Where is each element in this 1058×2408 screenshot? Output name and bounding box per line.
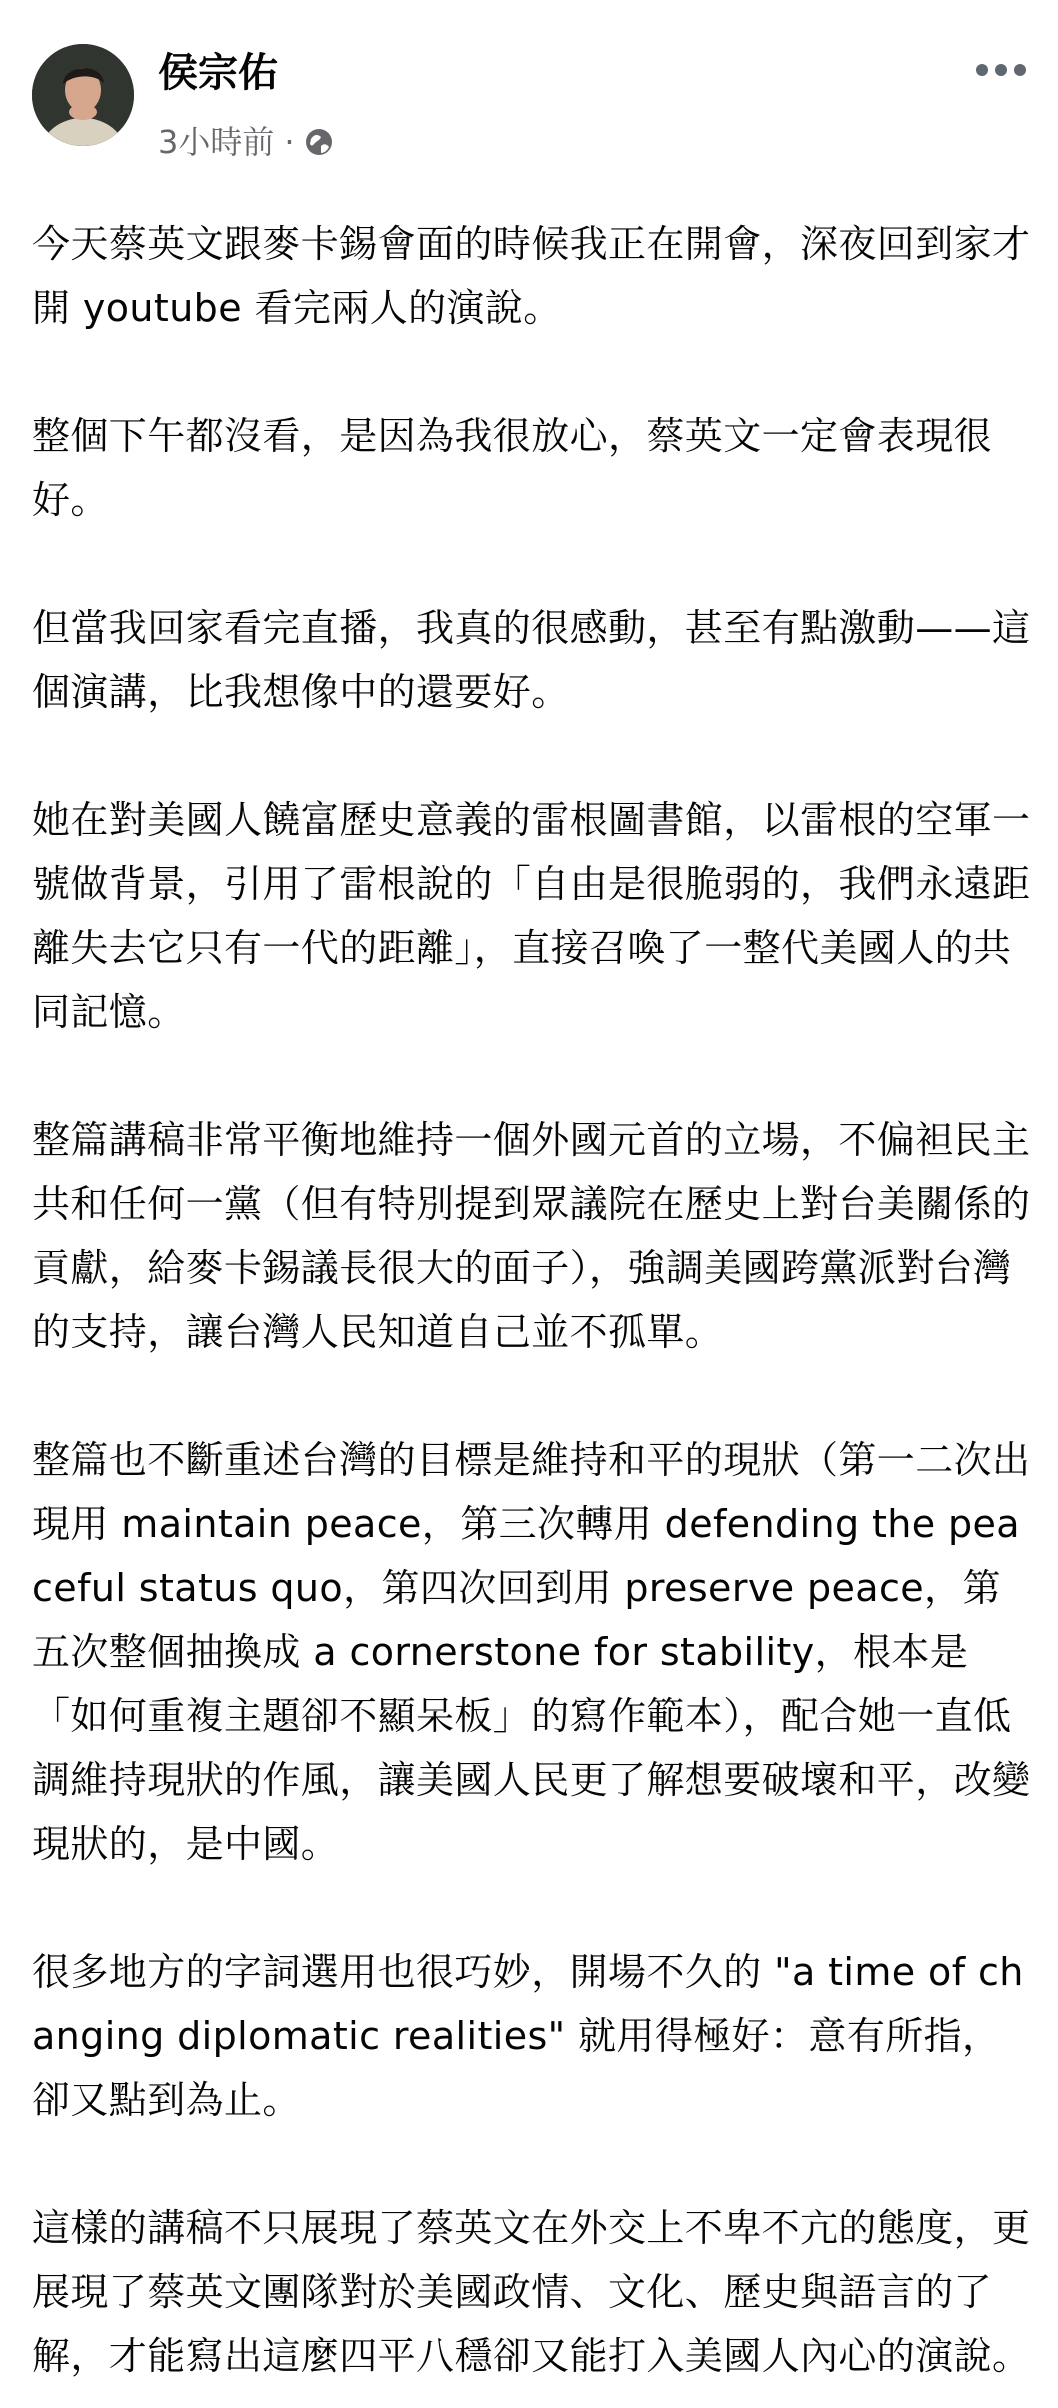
post-meta: [158, 124, 335, 160]
post-paragraph: 她在對美國人饒富歷史意義的雷根圖書館，以雷根的空軍一號做背景，引用了雷根說的「自由是很脆弱的，我們永遠距離失去它只有一代的距離」，直接召喚了一整代美國人的共同記憶。: [32, 798, 1031, 1034]
post-paragraph: 整篇講稿非常平衡地維持一個外國元首的立場，不偏袒民主共和任何一黨（但有特別提到眾議院在歷史上對台美關係的貢獻，給麥卡錫議長很大的面子），強調美國跨黨派對台灣的支持，讓台灣人民知道自己並不孤單。: [32, 1118, 1031, 1354]
post-header: [32, 44, 1026, 161]
post-paragraph: 整篇也不斷重述台灣的目標是維持和平的現狀（第一二次出現用 maintain peace，第三次轉用 defending the peaceful status quo，第四次回到用 preserve peace，第五次整個抽換成 a cornerstone for stability，根本是「如何重複主題卻不顯呆板」的寫作範本），配合她一直低調維持現狀的作風，讓美國人民更了解想要破壞和平，改變現狀的，是中國。: [32, 1438, 1031, 1866]
post-timestamp[interactable]: 3小時前: [158, 123, 275, 161]
dot-icon: [995, 64, 1007, 76]
author-avatar[interactable]: [32, 44, 134, 146]
post-paragraph: 今天蔡英文跟麥卡錫會面的時候我正在開會，深夜回到家才開 youtube 看完兩人的演說。: [32, 222, 1031, 330]
post-body: [32, 212, 1032, 2388]
post-paragraph: 這樣的講稿不只展現了蔡英文在外交上不卑不亢的態度，更展現了蔡英文團隊對於美國政情、文化、歷史與語言的了解，才能寫出這麼四平八穩卻又能打入美國人內心的演說。: [32, 2206, 1031, 2378]
more-options-icon[interactable]: [976, 58, 1026, 82]
globe-icon[interactable]: [303, 126, 335, 158]
post-paragraph: 整個下午都沒看，是因為我很放心，蔡英文一定會表現很好。: [32, 414, 993, 522]
dot-icon: [1014, 64, 1026, 76]
post-paragraph: 但當我回家看完直播，我真的很感動，甚至有點激動——這個演講，比我想像中的還要好。: [32, 606, 1031, 714]
author-name[interactable]: 侯宗佑: [158, 50, 278, 96]
profile-photo-icon: [32, 44, 134, 146]
dot-icon: [976, 64, 988, 76]
post-paragraph: 很多地方的字詞選用也很巧妙，開場不久的 "a time of changing diplomatic realities" 就用得極好：意有所指，卻又點到為止。: [32, 1950, 1024, 2122]
meta-separator: ·: [284, 123, 295, 161]
